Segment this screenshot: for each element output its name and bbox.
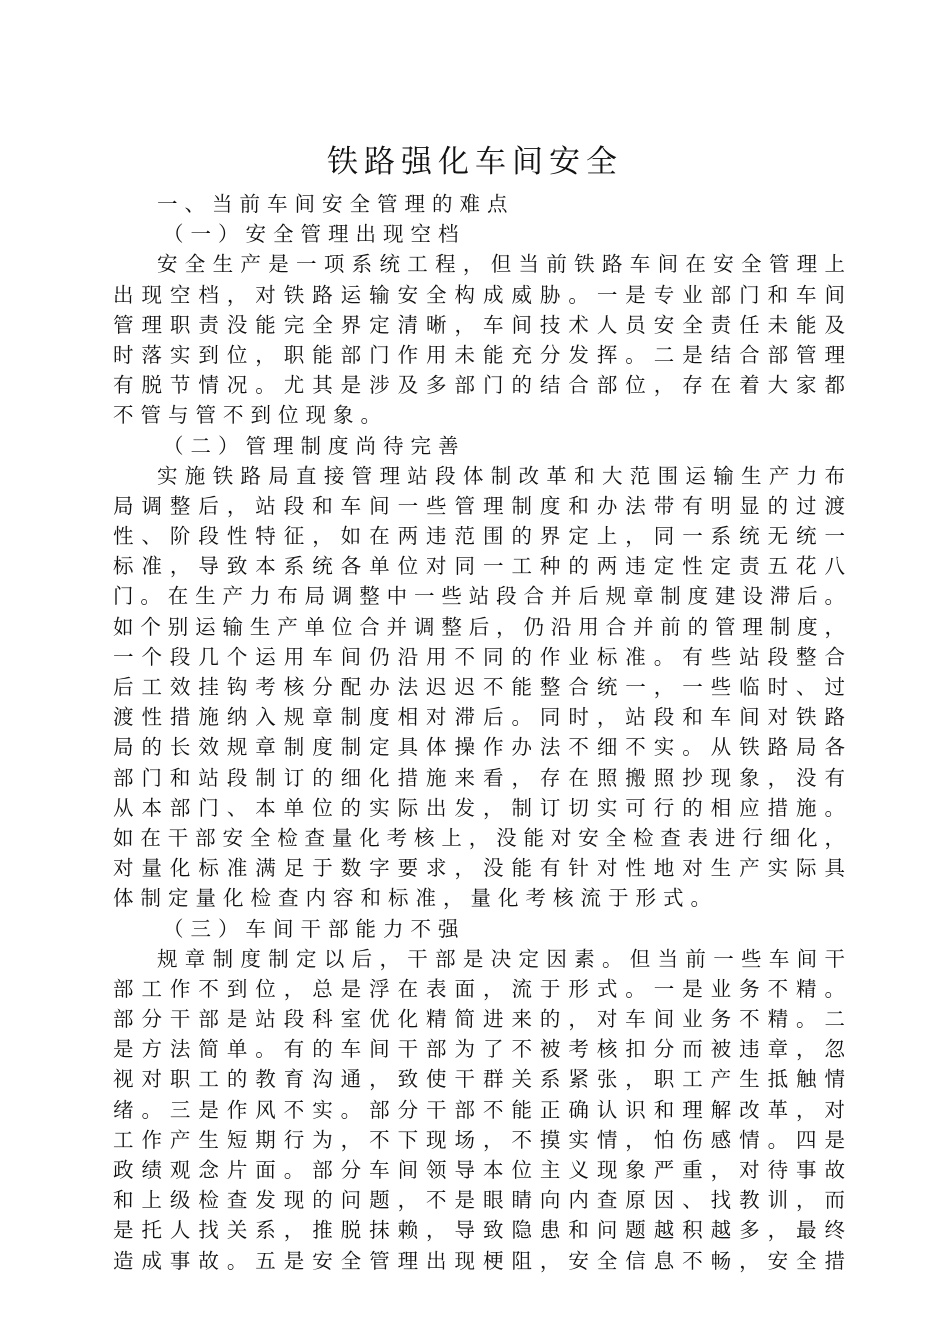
document-body — [113, 189, 845, 1276]
paragraph-line: 视对职工的教育沟通，致使干群关系紧张，职工产生抵触情 — [113, 1067, 845, 1092]
subsection-heading-1: （一）安全管理出现空档 — [163, 222, 466, 247]
paragraph-line: 工作产生短期行为，不下现场，不摸实情，怕伤感情。四是 — [113, 1127, 845, 1152]
paragraph-line: 部分干部是站段科室优化精简进来的，对车间业务不精。二 — [113, 1007, 845, 1032]
paragraph-line: 一个段几个运用车间仍沿用不同的作业标准。有些站段整合 — [113, 644, 845, 669]
paragraph-line: 后工效挂钩考核分配办法迟迟不能整合统一，一些临时、过 — [113, 675, 845, 699]
section-heading-1: 一、当前车间安全管理的难点 — [157, 192, 515, 216]
paragraph-line: 管理职责没能完全界定清晰，车间技术人员安全责任未能及 — [113, 312, 845, 337]
paragraph-line: 政绩观念片面。部分车间领导本位主义现象严重，对待事故 — [113, 1158, 845, 1182]
paragraph-line: 性、阶段性特征，如在两违范围的界定上，同一系统无统一 — [113, 524, 845, 549]
paragraph-line: 局的长效规章制度制定具体操作办法不细不实。从铁路局各 — [113, 735, 845, 760]
subsection-heading-3: （三）车间干部能力不强 — [163, 916, 466, 941]
paragraph-line: 门。在生产力布局调整中一些站段合并后规章制度建设滞后。 — [113, 584, 845, 609]
paragraph-line: 造成事故。五是安全管理出现梗阻，安全信息不畅，安全措 — [113, 1248, 845, 1273]
paragraph-line: 渡性措施纳入规章制度相对滞后。同时，站段和车间对铁路 — [113, 705, 845, 730]
paragraph-line: 是托人找关系，推脱抹赖，导致隐患和问题越积越多，最终 — [113, 1218, 845, 1243]
paragraph-line: 体制定量化检查内容和标准，量化考核流于形式。 — [113, 886, 718, 911]
paragraph-line: 有脱节情况。尤其是涉及多部门的结合部位，存在着大家都 — [113, 373, 845, 398]
document-title: 铁路强化车间安全 — [327, 144, 623, 180]
paragraph-line: 和上级检查发现的问题，不是眼睛向内查原因、找教训，而 — [113, 1188, 845, 1213]
paragraph-line: 不管与管不到位现象。 — [113, 403, 388, 428]
paragraph-line: 出现空档，对铁路运输安全构成威胁。一是专业部门和车间 — [113, 282, 845, 307]
subsection-heading-2: （二）管理制度尚待完善 — [163, 433, 466, 458]
paragraph-line: 绪。三是作风不实。部分干部不能正确认识和理解改革，对 — [113, 1097, 845, 1122]
paragraph-line: 部工作不到位，总是浮在表面，流于形式。一是业务不精。 — [113, 976, 845, 1001]
paragraph-line: 规章制度制定以后，干部是决定因素。但当前一些车间干 — [157, 946, 845, 971]
paragraph-line: 是方法简单。有的车间干部为了不被考核扣分而被违章，忽 — [113, 1037, 845, 1062]
paragraph-line: 局调整后，站段和车间一些管理制度和办法带有明显的过渡 — [113, 493, 845, 518]
paragraph-line: 如个别运输生产单位合并调整后，仍沿用合并前的管理制度， — [113, 614, 845, 639]
paragraph-line: 对量化标准满足于数字要求，没能有针对性地对生产实际具 — [113, 856, 845, 881]
paragraph-line: 从本部门、本单位的实际出发，制订切实可行的相应措施。 — [113, 795, 845, 820]
paragraph-line: 时落实到位，职能部门作用未能充分发挥。二是结合部管理 — [113, 342, 845, 367]
paragraph-line: 部门和站段制订的细化措施来看，存在照搬照抄现象，没有 — [113, 765, 845, 790]
paragraph-line: 安全生产是一项系统工程，但当前铁路车间在安全管理上 — [157, 252, 845, 277]
paragraph-line: 标准，导致本系统各单位对同一工种的两违定性定责五花八 — [113, 554, 845, 579]
paragraph-line: 如在干部安全检查量化考核上，没能对安全检查表进行细化， — [113, 825, 845, 850]
paragraph-line: 实施铁路局直接管理站段体制改革和大范围运输生产力布 — [157, 463, 845, 488]
